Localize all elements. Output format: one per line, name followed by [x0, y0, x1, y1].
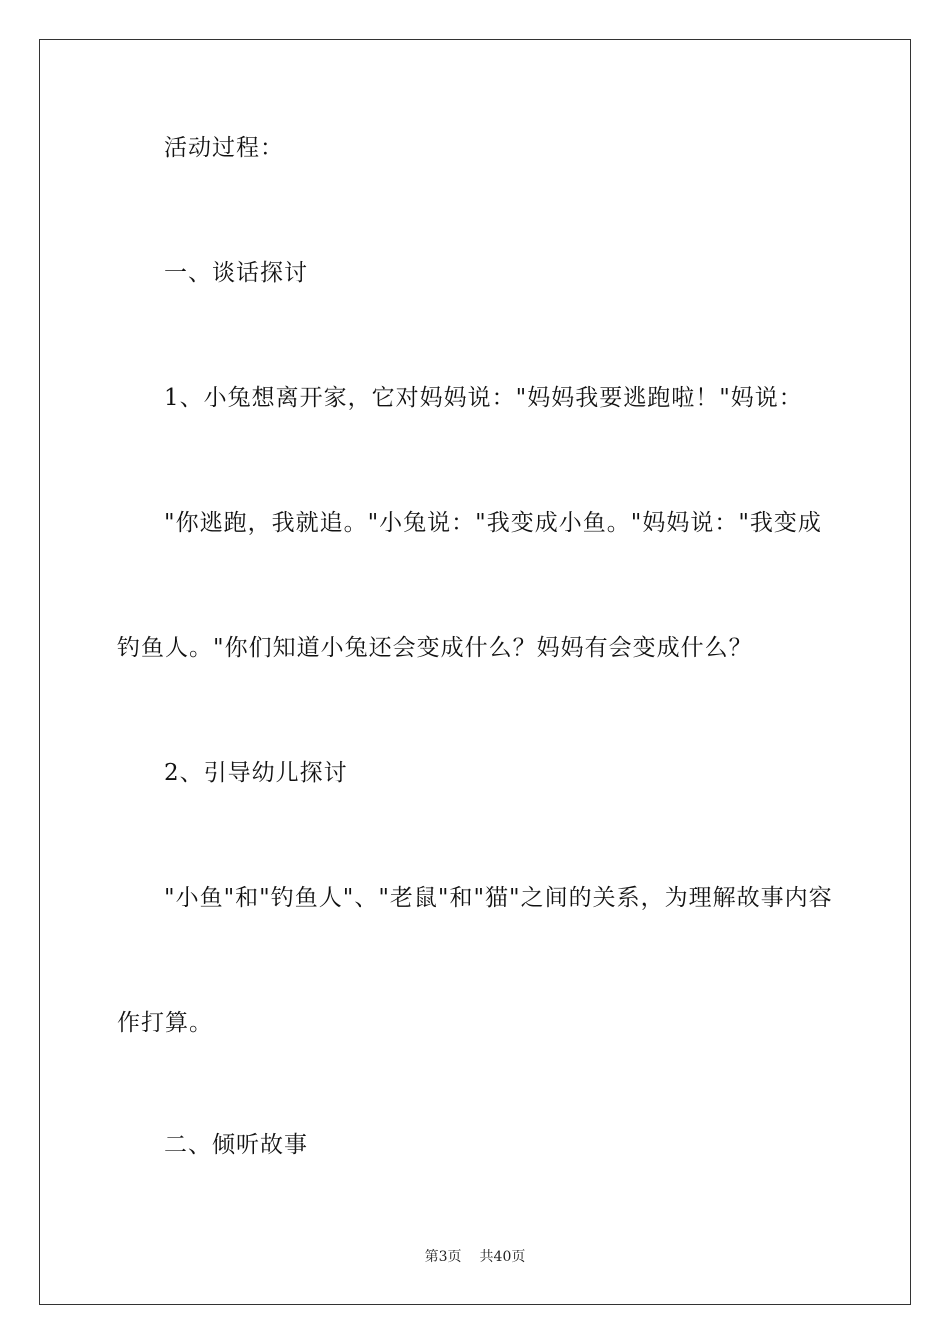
page-footer: [0, 1247, 950, 1267]
paragraph-line: 作打算。: [117, 1010, 213, 1036]
total-pages: 共40页: [479, 1249, 526, 1265]
subheading-guide-discussion: 2、引导幼儿探讨: [164, 760, 348, 786]
page-frame: [39, 39, 911, 1305]
section-heading-listen-story: 二、倾听故事: [164, 1132, 308, 1158]
paragraph-line: "小鱼"和"钓鱼人"、"老鼠"和"猫"之间的关系，为理解故事内容: [164, 885, 833, 911]
section-heading-discussion: 一、谈话探讨: [164, 260, 308, 286]
paragraph-line: 钓鱼人。"你们知道小兔还会变成什么？妈妈有会变成什么？: [117, 635, 753, 661]
page-number: 第3页: [424, 1249, 462, 1265]
paragraph-line: 1、小兔想离开家，它对妈妈说："妈妈我要逃跑啦！"妈说：: [164, 385, 803, 411]
paragraph-line: "你逃跑，我就追。"小兔说："我变成小鱼。"妈妈说："我变成: [164, 510, 822, 536]
section-heading-activity-process: 活动过程：: [164, 135, 284, 161]
